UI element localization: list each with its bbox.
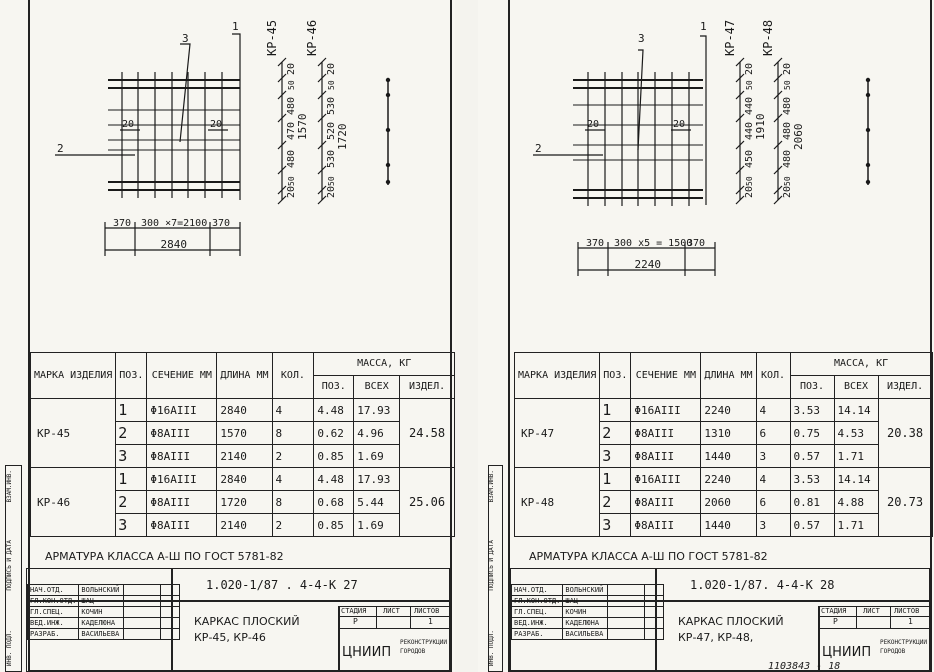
stamp-signature: [608, 585, 645, 596]
v-dims-b-520: 520: [326, 121, 337, 140]
mark-cell: КР-48: [515, 468, 600, 537]
document-code: 1.020-1/87 . 4-4-К 27: [206, 578, 358, 592]
stamp-name: ВОЛЬНСКИЙ: [79, 585, 124, 596]
stamp-signature: [608, 596, 645, 607]
v-dims-b-530t: 530: [326, 96, 337, 115]
sech-cell: Φ8AIII: [147, 422, 217, 445]
stamp-name: ВОЛЬНСКИЙ: [563, 585, 608, 596]
title-block-rule: [410, 606, 411, 628]
table-row: [515, 468, 933, 491]
v-dims-a-total: 1910: [754, 113, 767, 140]
stamp-name: КАДЕЛЮНА: [79, 618, 124, 629]
header-massa-vseh: ВСЕХ: [834, 376, 878, 399]
mvseh-cell: 4.88: [834, 491, 878, 514]
poz-cell: 2: [116, 491, 147, 514]
title-block-rule: [890, 606, 891, 628]
kol-cell: 4: [272, 399, 314, 422]
mark-cell: КР-46: [31, 468, 116, 537]
stamp-role: НАЧ.ОТД.: [512, 585, 563, 596]
document-code: 1.020-1/87. 4-4-К 28: [690, 578, 835, 592]
mpoz-cell: 0.62: [314, 422, 354, 445]
mvseh-cell: 14.14: [834, 468, 878, 491]
dlina-cell: 2240: [701, 399, 756, 422]
v-dims-a-50b: 50: [287, 176, 296, 186]
sech-cell: Φ16AIII: [147, 468, 217, 491]
dlina-cell: 1310: [701, 422, 756, 445]
mvseh-cell: 1.69: [354, 445, 400, 468]
v-dims-a-20b: 20: [286, 185, 297, 198]
mvseh-cell: 1.69: [354, 514, 400, 537]
stamp-role: НАЧ.ОТД.: [28, 585, 79, 596]
v-dims-a-480b: 450: [744, 149, 755, 168]
callout-right: 1: [232, 20, 239, 33]
mpoz-cell: 0.75: [790, 422, 834, 445]
list-value: 1: [428, 617, 433, 626]
stadia-header: СТАДИЯ: [821, 607, 847, 615]
dlina-cell: 2240: [701, 468, 756, 491]
sheet-right: [478, 0, 934, 672]
side-label-2: ИНВ. ПОДЛ.: [6, 630, 13, 667]
stamp-date: [161, 596, 180, 607]
dlina-cell: 2140: [217, 445, 272, 468]
header-massa-vseh: ВСЕХ: [354, 376, 400, 399]
stamp-name: КОЧИН: [79, 607, 124, 618]
total-mass-cell: 25.06: [400, 468, 455, 537]
dlina-cell: 2140: [217, 514, 272, 537]
v-dims-kr-a: КР-47: [723, 19, 737, 56]
signature-stamp: [511, 584, 664, 640]
kol-cell: 3: [756, 514, 790, 537]
stadia-value: Р: [833, 617, 838, 626]
bottom-dims-end-left: 370: [586, 238, 605, 249]
sech-cell: Φ8AIII: [147, 514, 217, 537]
mvseh-cell: 1.71: [834, 445, 878, 468]
poz-cell: 2: [116, 422, 147, 445]
header-kol: КОЛ.: [756, 353, 790, 399]
stamp-row: [28, 618, 180, 629]
organization-note: РЕКОНСТРУКЦИИ ГОРОДОВ: [880, 639, 927, 655]
v-dims-a-20b: 20: [744, 185, 755, 198]
stamp-name: ВАСИЛЬЕВА: [79, 629, 124, 640]
v-dims-b-530b: 480: [782, 149, 793, 168]
sech-cell: Φ8AIII: [631, 445, 701, 468]
sech-cell: Φ16AIII: [631, 468, 701, 491]
mpoz-cell: 0.68: [314, 491, 354, 514]
listov-header: ЛИСТОВ: [414, 607, 440, 615]
stamp-name: ШАЦ: [79, 596, 124, 607]
v-dims-a-top: 20: [286, 62, 297, 75]
callout-top: 3: [182, 32, 189, 45]
drawing-subtitle: КР-47, КР-48,: [678, 631, 754, 644]
stamp-role: ГЛ.СПЕЦ.: [512, 607, 563, 618]
stamp-date: [161, 585, 180, 596]
table-row: [31, 468, 455, 491]
stamp-role: ГЛ.КОН.ОТД.: [512, 596, 563, 607]
frame-drawing: [0, 0, 455, 345]
table-row: [515, 399, 933, 422]
steel-class-note: АРМАТУРА КЛАССА А-Ш ПО ГОСТ 5781-82: [45, 550, 284, 563]
stamp-date: [645, 629, 664, 640]
stamp-row: [28, 607, 180, 618]
mpoz-cell: 3.53: [790, 468, 834, 491]
mpoz-cell: 0.81: [790, 491, 834, 514]
stamp-date: [645, 585, 664, 596]
sech-cell: Φ8AIII: [631, 491, 701, 514]
header-sechenie: СЕЧЕНИЕ ММ: [631, 353, 701, 399]
header-massa-izdel: ИЗДЕЛ.: [878, 376, 932, 399]
stamp-date: [645, 618, 664, 629]
sech-cell: Φ16AIII: [631, 399, 701, 422]
v-dims-a-total: 1570: [296, 113, 309, 140]
side-label-1: ПОДПИСЬ И ДАТА: [488, 540, 495, 591]
side-label-0: ВЗАМ.ИНВ.: [6, 470, 13, 503]
poz-cell: 1: [600, 468, 631, 491]
v-dims-a-470: 440: [744, 121, 755, 140]
header-marka: МАРКА ИЗДЕЛИЯ: [515, 353, 600, 399]
spacing-right: 20: [210, 119, 223, 130]
stamp-row: [512, 596, 664, 607]
overall-length: 2840: [160, 238, 187, 251]
side-label-2: ИНВ. ПОДЛ.: [488, 630, 495, 667]
mpoz-cell: 0.57: [790, 445, 834, 468]
kol-cell: 8: [272, 422, 314, 445]
stamp-role: ВЕД.ИНЖ.: [512, 618, 563, 629]
v-dims-b-530b: 530: [326, 149, 337, 168]
v-dims-b-top: 20: [326, 62, 337, 75]
header-dlina: ДЛИНА ММ: [701, 353, 756, 399]
mpoz-cell: 4.48: [314, 468, 354, 491]
stamp-signature: [124, 585, 161, 596]
frame-drawing: [478, 0, 934, 345]
v-dims-b-50t: 50: [783, 80, 792, 90]
callout-right: 1: [700, 20, 707, 33]
dlina-cell: 1720: [217, 491, 272, 514]
spacing-left: 20: [587, 119, 600, 130]
stamp-name: КОЧИН: [563, 607, 608, 618]
mvseh-cell: 17.93: [354, 399, 400, 422]
mvseh-cell: 14.14: [834, 399, 878, 422]
dlina-cell: 1440: [701, 445, 756, 468]
stamp-row: [512, 607, 664, 618]
overall-length: 2240: [634, 258, 661, 271]
callout-left: 2: [535, 142, 542, 155]
mvseh-cell: 5.44: [354, 491, 400, 514]
kol-cell: 6: [756, 422, 790, 445]
v-dims-b-20b: 20: [782, 185, 793, 198]
table-row: [31, 399, 455, 422]
stamp-date: [645, 596, 664, 607]
stamp-row: [28, 629, 180, 640]
drawing-subtitle: КР-45, КР-46: [194, 631, 266, 644]
dlina-cell: 2060: [701, 491, 756, 514]
list-header: ЛИСТ: [383, 607, 400, 615]
stamp-role: РАЗРАБ.: [28, 629, 79, 640]
stamp-signature: [608, 629, 645, 640]
poz-cell: 1: [116, 468, 147, 491]
bottom-dims-end-right: 370: [212, 218, 231, 229]
header-massa-poz: ПОЗ.: [790, 376, 834, 399]
kol-cell: 4: [756, 468, 790, 491]
stamp-name: КАДЕЛЮНА: [563, 618, 608, 629]
v-dims-a-50b: 50: [745, 176, 754, 186]
bottom-dims-middle: 300 ×7=2100: [141, 218, 208, 229]
header-poz: ПОЗ.: [116, 353, 147, 399]
bottom-dims-end-right: 370: [687, 238, 706, 249]
organization-note: РЕКОНСТРУКЦИИ ГОРОДОВ: [400, 639, 447, 655]
mpoz-cell: 0.57: [790, 514, 834, 537]
kol-cell: 8: [272, 491, 314, 514]
mpoz-cell: 0.85: [314, 445, 354, 468]
poz-cell: 3: [116, 445, 147, 468]
stadia-value: Р: [353, 617, 358, 626]
sech-cell: Φ16AIII: [147, 399, 217, 422]
v-dims-b-520: 480: [782, 121, 793, 140]
dlina-cell: 1440: [701, 514, 756, 537]
archive-number: 1103843 - 18: [768, 661, 841, 672]
kol-cell: 3: [756, 445, 790, 468]
kol-cell: 4: [272, 468, 314, 491]
title-block-rule: [338, 628, 450, 629]
header-massa-izdel: ИЗДЕЛ.: [400, 376, 455, 399]
mark-cell: КР-47: [515, 399, 600, 468]
stamp-row: [28, 596, 180, 607]
v-dims-b-50t: 50: [327, 80, 336, 90]
poz-cell: 1: [600, 399, 631, 422]
dlina-cell: 2840: [217, 468, 272, 491]
poz-cell: 1: [116, 399, 147, 422]
header-poz: ПОЗ.: [600, 353, 631, 399]
header-marka: МАРКА ИЗДЕЛИЯ: [31, 353, 116, 399]
title-block-rule: [376, 606, 377, 628]
v-dims-a-480b: 480: [286, 149, 297, 168]
stamp-row: [512, 629, 664, 640]
stamp-row: [28, 585, 180, 596]
v-dims-kr-a: КР-45: [265, 19, 279, 56]
stamp-date: [645, 607, 664, 618]
signature-stamp: [27, 584, 180, 640]
sech-cell: Φ8AIII: [147, 445, 217, 468]
stamp-signature: [608, 607, 645, 618]
total-mass-cell: 24.58: [400, 399, 455, 468]
mpoz-cell: 0.85: [314, 514, 354, 537]
v-dims-kr-b: КР-46: [305, 19, 319, 56]
mvseh-cell: 17.93: [354, 468, 400, 491]
mpoz-cell: 3.53: [790, 399, 834, 422]
v-dims-a-480t: 480: [286, 96, 297, 115]
v-dims-a-470: 470: [286, 121, 297, 140]
side-label-1: ПОДПИСЬ И ДАТА: [6, 540, 13, 591]
header-dlina: ДЛИНА ММ: [217, 353, 272, 399]
mvseh-cell: 4.53: [834, 422, 878, 445]
sheet-left: [0, 0, 455, 672]
kol-cell: 2: [272, 445, 314, 468]
header-kol: КОЛ.: [272, 353, 314, 399]
title-block-rule: [818, 628, 930, 629]
total-mass-cell: 20.73: [878, 468, 932, 537]
drawing-title: КАРКАС ПЛОСКИЙ: [194, 615, 300, 628]
stamp-role: РАЗРАБ.: [512, 629, 563, 640]
callout-left: 2: [57, 142, 64, 155]
poz-cell: 3: [600, 445, 631, 468]
spacing-left: 20: [122, 119, 135, 130]
v-dims-b-530t: 480: [782, 96, 793, 115]
specification-table: [514, 352, 933, 537]
v-dims-a-50t: 50: [745, 80, 754, 90]
v-dims-b-50b: 50: [783, 176, 792, 186]
title-block-rule: [856, 606, 857, 628]
stamp-row: [512, 618, 664, 629]
sech-cell: Φ8AIII: [147, 491, 217, 514]
poz-cell: 2: [600, 422, 631, 445]
v-dims-a-50t: 50: [287, 80, 296, 90]
mpoz-cell: 4.48: [314, 399, 354, 422]
stamp-date: [161, 607, 180, 618]
stadia-header: СТАДИЯ: [341, 607, 367, 615]
v-dims-b-top: 20: [782, 62, 793, 75]
organization-name: ЦНИИП: [342, 645, 392, 660]
stamp-signature: [124, 618, 161, 629]
total-mass-cell: 20.38: [878, 399, 932, 468]
steel-class-note: АРМАТУРА КЛАССА А-Ш ПО ГОСТ 5781-82: [529, 550, 768, 563]
side-label-0: ВЗАМ.ИНВ.: [488, 470, 495, 503]
header-massa-poz: ПОЗ.: [314, 376, 354, 399]
v-dims-a-top: 20: [744, 62, 755, 75]
v-dims-kr-b: КР-48: [761, 19, 775, 56]
stamp-signature: [608, 618, 645, 629]
mvseh-cell: 4.96: [354, 422, 400, 445]
drawing-title: КАРКАС ПЛОСКИЙ: [678, 615, 784, 628]
sech-cell: Φ8AIII: [631, 422, 701, 445]
poz-cell: 2: [600, 491, 631, 514]
stamp-role: ГЛ.СПЕЦ.: [28, 607, 79, 618]
v-dims-b-total: 2060: [792, 123, 805, 150]
stamp-name: ШАЦ: [563, 596, 608, 607]
kol-cell: 2: [272, 514, 314, 537]
header-massa: МАССА, КГ: [790, 353, 932, 376]
stamp-name: ВАСИЛЬЕВА: [563, 629, 608, 640]
stamp-date: [161, 629, 180, 640]
callout-top: 3: [638, 32, 645, 45]
stamp-date: [161, 618, 180, 629]
header-massa: МАССА, КГ: [314, 353, 455, 376]
mvseh-cell: 1.71: [834, 514, 878, 537]
kol-cell: 4: [756, 399, 790, 422]
sech-cell: Φ8AIII: [631, 514, 701, 537]
kol-cell: 6: [756, 491, 790, 514]
specification-table: [30, 352, 455, 537]
stamp-role: ВЕД.ИНЖ.: [28, 618, 79, 629]
listov-header: ЛИСТОВ: [894, 607, 920, 615]
bottom-dims-middle: 300 х5 = 1500: [614, 238, 693, 249]
stamp-signature: [124, 629, 161, 640]
organization-name: ЦНИИП: [822, 645, 872, 660]
poz-cell: 3: [116, 514, 147, 537]
list-value: 1: [908, 617, 913, 626]
list-header: ЛИСТ: [863, 607, 880, 615]
v-dims-b-total: 1720: [336, 123, 349, 150]
bottom-dims-end-left: 370: [113, 218, 132, 229]
mark-cell: КР-45: [31, 399, 116, 468]
stamp-row: [512, 585, 664, 596]
poz-cell: 3: [600, 514, 631, 537]
stamp-signature: [124, 607, 161, 618]
v-dims-b-50b: 50: [327, 176, 336, 186]
stamp-role: ГЛ.КОН.ОТД.: [28, 596, 79, 607]
header-sechenie: СЕЧЕНИЕ ММ: [147, 353, 217, 399]
v-dims-a-480t: 440: [744, 96, 755, 115]
v-dims-b-20b: 20: [326, 185, 337, 198]
dlina-cell: 2840: [217, 399, 272, 422]
spacing-right: 20: [673, 119, 686, 130]
stamp-signature: [124, 596, 161, 607]
dlina-cell: 1570: [217, 422, 272, 445]
